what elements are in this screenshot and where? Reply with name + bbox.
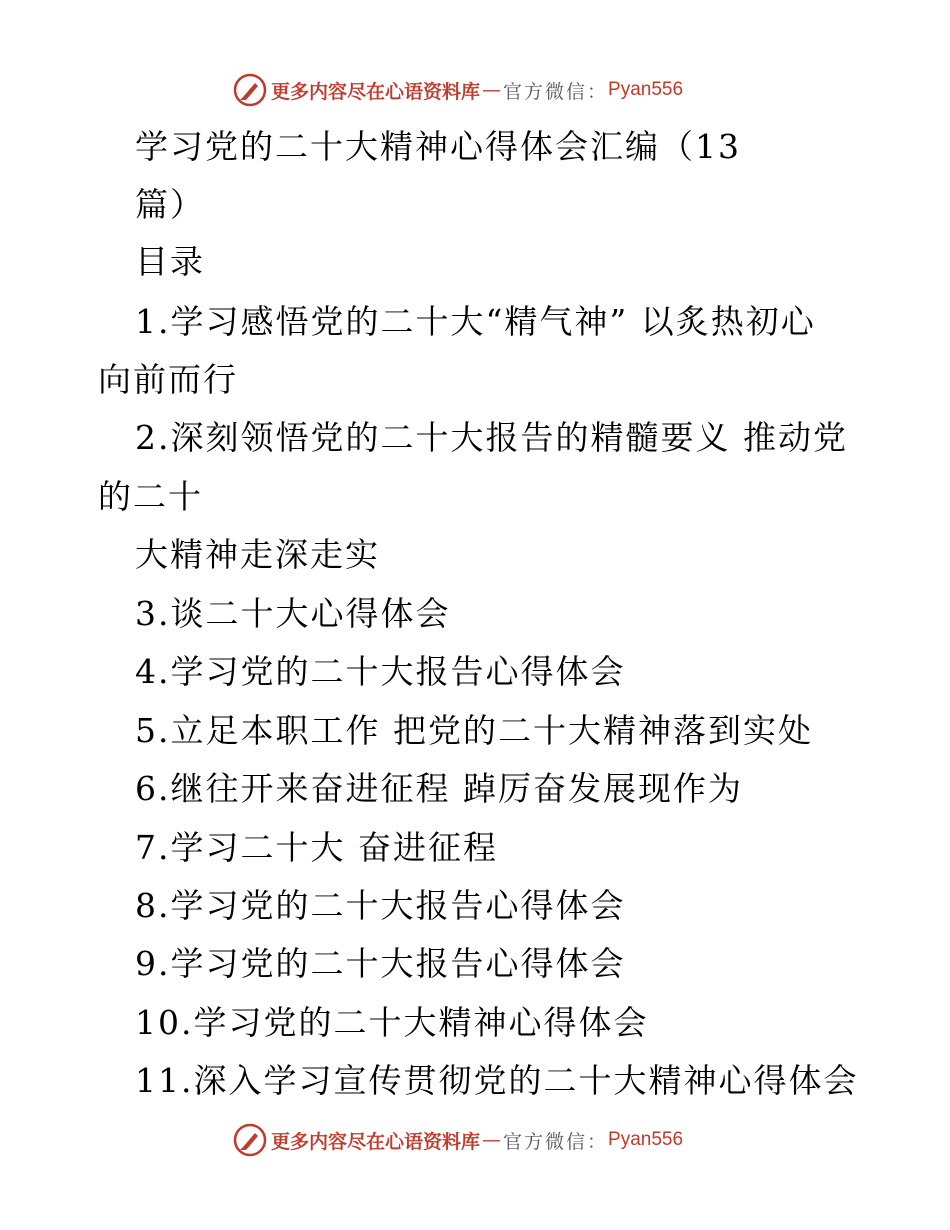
toc-item: 1.学习感悟党的二十大“精气神” 以炙热初心	[135, 302, 816, 341]
banner-wechat-id: Pyan556	[608, 79, 684, 100]
toc-item: 2.深刻领悟党的二十大报告的精髓要义 推动党	[135, 418, 848, 457]
document-title-line-2: 篇）	[135, 185, 205, 224]
toc-item: 5.立足本职工作 把党的二十大精神落到实处	[135, 711, 813, 750]
document-title-line-1: 学习党的二十大精神心得体会汇编（13	[135, 127, 741, 166]
toc-item: 6.继往开来奋进征程 踔厉奋发展现作为	[135, 769, 743, 808]
header-watermark	[233, 72, 713, 108]
banner-suffix: 官方微信：	[503, 1130, 609, 1153]
banner-separator: —	[482, 79, 502, 101]
toc-item: 7.学习二十大 奋进征程	[135, 828, 498, 867]
toc-item-continuation: 大精神走深走实	[135, 535, 380, 574]
toc-item-continuation: 的二十	[98, 477, 203, 516]
footer-watermark	[233, 1122, 713, 1158]
toc-item: 10.学习党的二十大精神心得体会	[135, 1003, 649, 1042]
banner-separator: —	[482, 1129, 502, 1151]
toc-item: 11.深入学习宣传贯彻党的二十大精神心得体会	[135, 1061, 859, 1100]
pen-nib-icon	[233, 73, 267, 107]
toc-item: 9.学习党的二十大报告心得体会	[135, 944, 626, 983]
toc-item: 8.学习党的二十大报告心得体会	[135, 886, 626, 925]
pen-nib-icon	[233, 1123, 267, 1157]
toc-heading: 目录	[135, 242, 205, 281]
banner-suffix: 官方微信：	[503, 80, 609, 103]
toc-item: 3.谈二十大心得体会	[135, 594, 451, 633]
banner-wechat-id: Pyan556	[608, 1129, 684, 1150]
banner-prefix: 更多内容尽在心语资料库	[271, 1130, 481, 1153]
toc-item-continuation: 向前而行	[98, 360, 238, 399]
banner-prefix: 更多内容尽在心语资料库	[271, 80, 481, 103]
toc-item: 4.学习党的二十大报告心得体会	[135, 652, 626, 691]
